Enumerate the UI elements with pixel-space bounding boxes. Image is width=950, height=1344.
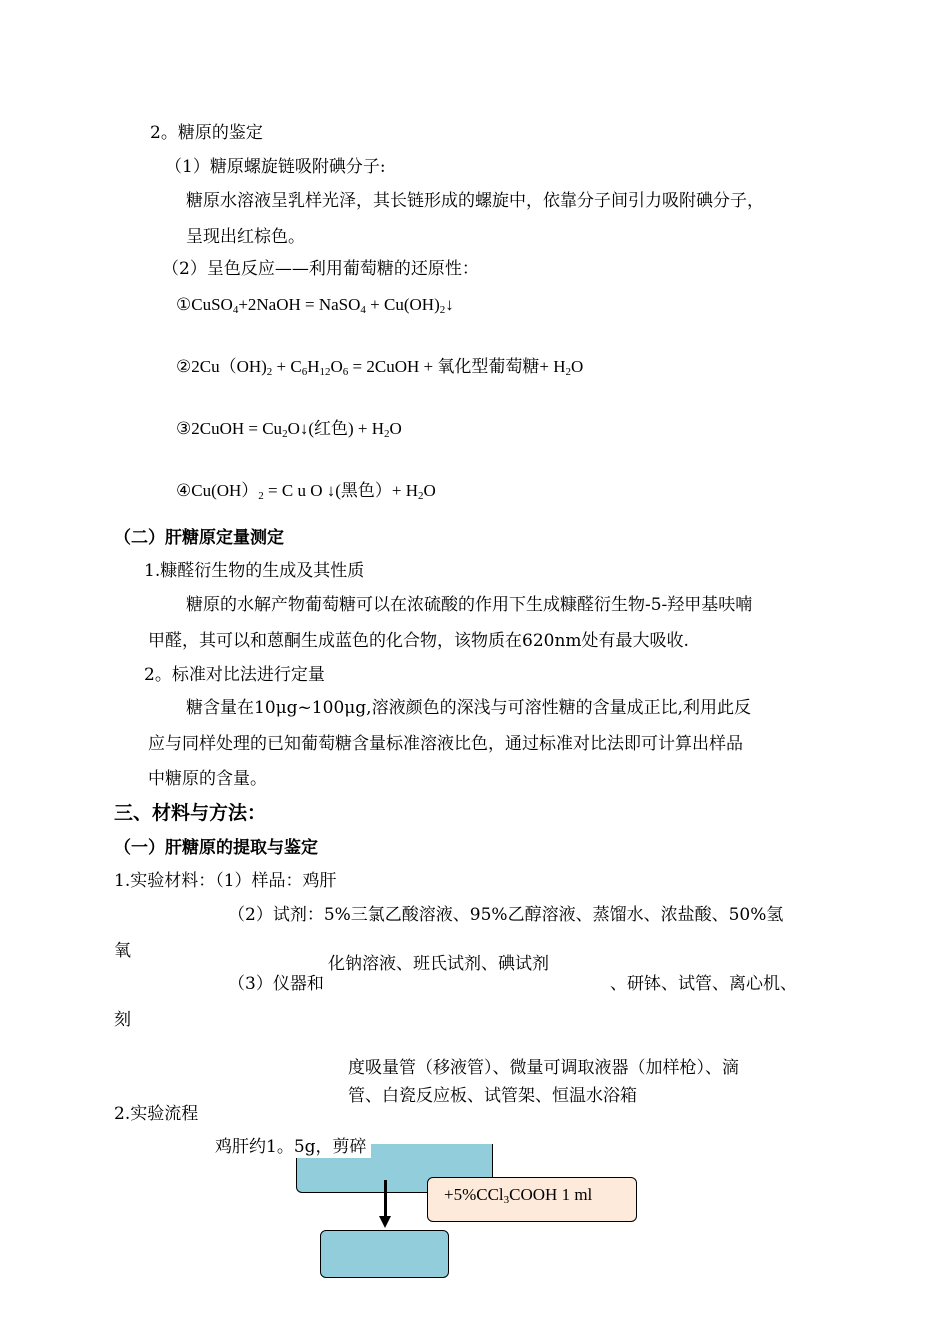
paragraph-line: 应与同样处理的已知葡萄糖含量标准溶液比色，通过标准对比法即可计算出样品 [148,734,743,754]
subsection-title: 1.糠醛衍生物的生成及其性质 [144,561,365,581]
flow-step1-label: 鸡肝约1。5g，剪碎 [215,1136,371,1158]
equation-4: $④Cu(OH)_2 = C$ u O ↓(黑色）+ $H_2O$ [176,481,436,502]
paragraph-line: 呈现出红棕色。 [186,227,305,247]
paragraph-line: 糖原的水解产物葡萄糖可以在浓硫酸的作用下生成糠醛衍生物-5-羟甲基呋喃 [186,595,753,615]
flow-arrow-shaft [384,1180,387,1218]
equation-2: $②2Cu(OH)_2 + C_6H_{12}O_6$ = 2CuOH + 氧化型葡萄糖+ $H_2O$ [176,357,584,378]
materials-line: （2）试剂：5%三氯乙酸溶液、95%乙醇溶液、蒸馏水、浓盐酸、50%氢 [228,905,784,925]
subsection-2-2-title: （2）呈色反应——利用葡萄糖的还原性： [162,259,479,279]
materials-line: 、研钵、试管、离心机、 [610,974,797,994]
paragraph-line: 中糖原的含量。 [148,769,267,789]
section-heading: （一）肝糖原的提取与鉴定 [114,838,318,858]
materials-line: 管、白瓷反应板、试管架、恒温水浴箱 [348,1086,637,1106]
materials-line: （3）仪器和 [228,974,324,994]
equation-3: ③2CuOH = $Cu_2O↓$(红色) + $H_2O$ [176,419,402,440]
equation-1: ①CuSO$_4$+2NaOH = NaSO$_4$ + $Cu(OH)_2↓$ [176,295,454,316]
section-2-title: 2。糖原的鉴定 [150,123,263,143]
flow-box-step2 [320,1230,449,1278]
section-heading: （二）肝糖原定量测定 [114,528,284,548]
materials-line: 氧 [114,941,131,961]
flow-add-reagent-label: +5%CCl$_3$COOH 1 ml [444,1185,593,1206]
paragraph-line: 糖原水溶液呈乳样光泽，其长链形成的螺旋中，依靠分子间引力吸附碘分子， [186,191,764,211]
subsection-2-1-title: （1）糖原螺旋链吸附碘分子: [165,157,386,177]
flow-title: 2.实验流程 [114,1104,199,1124]
materials-line: 刻 [114,1010,131,1030]
paragraph-line: 糖含量在10μg~100μg,溶液颜色的深浅与可溶性糖的含量成正比,利用此反 [186,698,751,718]
part-heading: 三、材料与方法： [114,802,267,824]
subsection-title: 2。标准对比法进行定量 [144,665,325,685]
paragraph-line: 甲醛，其可以和蒽酮生成蓝色的化合物，该物质在620nm处有最大吸收. [148,631,689,651]
materials-line: 化钠溶液、班氏试剂、碘试剂 [328,954,549,974]
materials-line: 1.实验材料：（1）样品：鸡肝 [114,871,337,891]
flow-arrow-head [379,1216,391,1228]
materials-line: 度吸量管（移液管）、微量可调取液器（加样枪）、滴 [348,1058,739,1078]
